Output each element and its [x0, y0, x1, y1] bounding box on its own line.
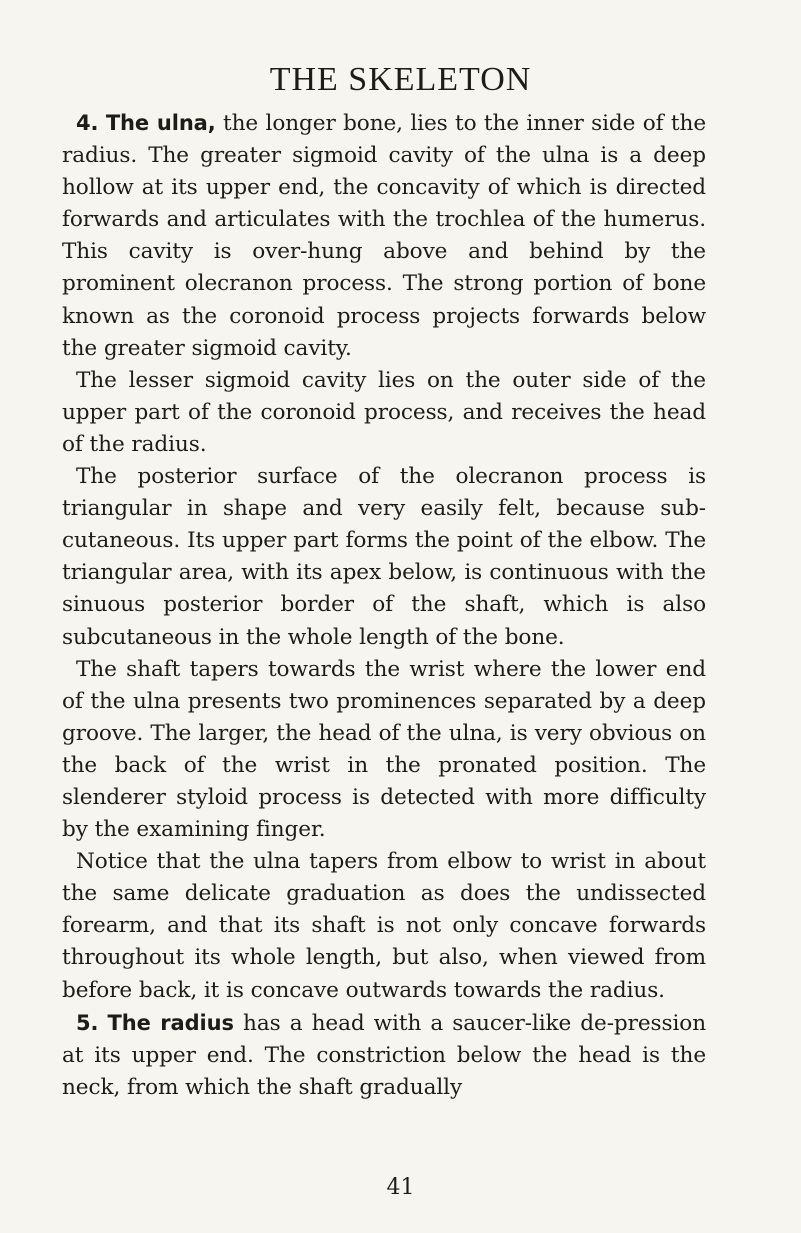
paragraph-text: has a head with a saucer-like de-pression at its upper end. The constriction below the head is the neck, from which the shaft gradually [62, 1010, 706, 1100]
paragraph-ulna-intro [62, 107, 706, 365]
body-text [62, 107, 706, 1104]
section-heading-radius: The radius [107, 1010, 234, 1035]
section-heading-ulna: The ulna, [105, 111, 216, 135]
section-number: 5. [76, 1010, 99, 1035]
paragraph-text: the longer bone, lies to the inner side of the radius. The greater sigmoid cavity of the ulna is a deep hollow at its upper end, the concavity of which is directed forwards and articulates with the trochlea of the humerus. This cavity is over-hung above and behind by the prominent olecranon process. The strong portion of bone known as the coronoid process projects forwards below the greater sigmoid cavity. [62, 111, 707, 361]
paragraph-olecranon: The posterior surface of the olecranon process is triangular in shape and very easily felt, because sub-cutaneous. Its upper part forms the point of the elbow. The triangular area, with its apex below, is continuous with the sinuous posterior border of the shaft, which is also subcutaneous in the whole length of the bone. [62, 464, 706, 650]
running-head: THE SKELETON [269, 61, 532, 98]
section-number: 4. [76, 111, 99, 135]
page-number: 41 [386, 1175, 415, 1200]
paragraph-radius-intro [62, 1007, 706, 1104]
paragraph-shaft: The shaft tapers towards the wrist where the lower end of the ulna presents two prominences separated by a deep groove. The larger, the head of the ulna, is very obvious on the back of the wrist in the pronated position. The slenderer styloid process is detected with more difficulty by the examining finger. [62, 656, 706, 843]
paragraph-lesser-sigmoid: The lesser sigmoid cavity lies on the outer side of the upper part of the coronoid process, and receives the head of the radius. [62, 367, 706, 457]
paragraph-notice: Notice that the ulna tapers from elbow to wrist in about the same delicate graduation as does the undissected forearm, and that its shaft is not only concave forwards throughout its whole length, but also, when viewed from before back, it is concave outwards towards the radius. [62, 849, 706, 1003]
